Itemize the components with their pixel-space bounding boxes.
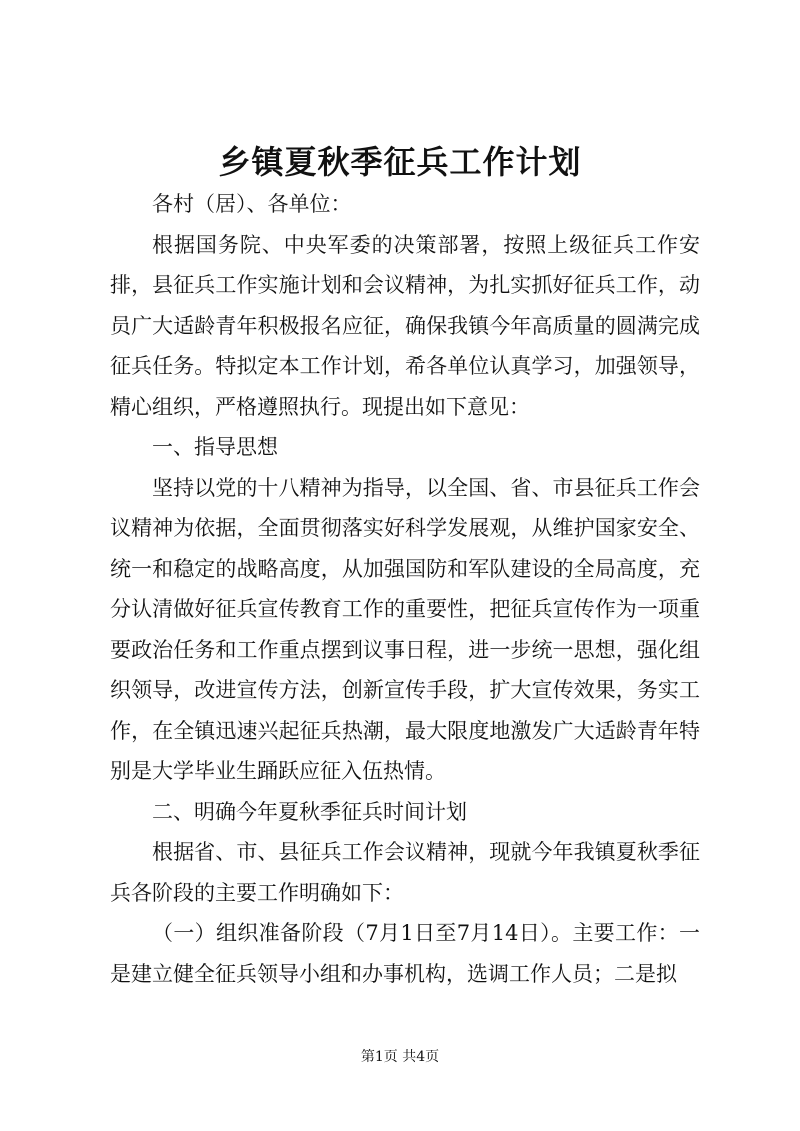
time-plan-intro-paragraph: 根据省、市、县征兵工作会议精神，现就今年我镇夏秋季征兵各阶段的主要工作明确如下： [110, 840, 700, 905]
salutation-paragraph: 各村（居）、各单位： [152, 192, 352, 216]
document-title: 乡镇夏秋季征兵工作计划 [218, 143, 582, 181]
section-heading-time-plan: 二、明确今年夏秋季征兵时间计划 [152, 799, 467, 824]
guiding-ideology-paragraph: 坚持以党的十八精神为指导，以全国、省、市县征兵工作会议精神为依据，全面贯彻落实好科学发展观，从维护国家安全、统一和稳定的战略高度，从加强国防和军队建设的全局高度，充分认清做好征兵宣传教育工作的重要性，把征兵宣传作为一项重要政治任务和工作重点摆到议事日程，进一步统一思想，强化组织领导，改进宣传方法，创新宣传手段，扩大宣传效果，务实工作，在全镇迅速兴起征兵热潮，最大限度地激发广大适龄青年特别是大学毕业生踊跃应征入伍热情。 [110, 475, 700, 783]
page-footer: 第1页 共4页 [360, 1049, 440, 1065]
document-body [110, 184, 700, 994]
section-heading-guiding-ideology: 一、指导思想 [152, 435, 278, 459]
intro-paragraph: 根据国务院、中央军委的决策部署，按照上级征兵工作安排，县征兵工作实施计划和会议精神，为扎实抓好征兵工作，动员广大适龄青年积极报名应征，确保我镇今年高质量的圆满完成征兵任务。特拟定本工作计划，希各单位认真学习，加强领导，精心组织，严格遵照执行。现提出如下意见： [110, 232, 700, 419]
preparation-stage-paragraph: （一）组织准备阶段（7月1日至7月14日）。主要工作：一是建立健全征兵领导小组和办事机构，选调工作人员；二是拟 [110, 921, 700, 986]
